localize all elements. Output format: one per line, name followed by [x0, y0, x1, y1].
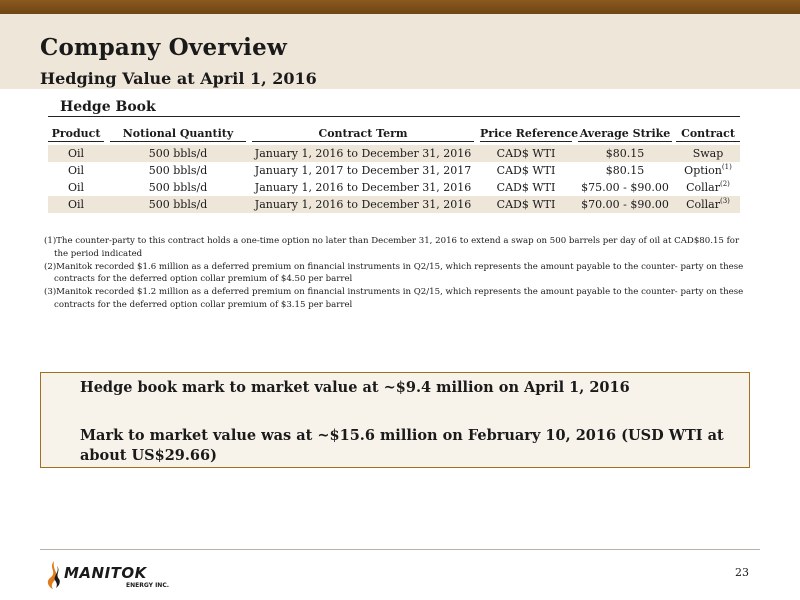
column-header-price-reference: Price Reference	[480, 127, 579, 140]
hedge-book-table	[48, 126, 740, 213]
cell-product: Oil	[67, 147, 85, 160]
cell-term: January 1, 2016 to December 31, 2016	[254, 181, 472, 194]
cell-contract	[676, 145, 740, 162]
contract-label: Collar	[686, 198, 720, 211]
footnote-marker: (3)	[719, 197, 730, 205]
page-number: 23	[735, 566, 749, 579]
title-band	[0, 14, 800, 89]
footnote-marker: (1)	[721, 163, 732, 171]
cell-contract	[676, 196, 740, 213]
cell-price-reference: CAD$ WTI	[496, 198, 556, 211]
cell-term: January 1, 2016 to December 31, 2016	[254, 147, 472, 160]
cell-product: Oil	[67, 198, 85, 211]
column-header-average-strike: Average Strike	[579, 127, 671, 140]
footnote-1: (1)The counter-party to this contract holds a one-time option no later than December 31, 2016 to extend a swap on 500 barrels per day of oil at CAD$80.15 for the period indicated	[44, 236, 740, 259]
column-header-contract: Contract	[676, 126, 740, 142]
contract-label: Swap	[692, 147, 724, 160]
cell-product: Oil	[67, 181, 85, 194]
cell-quantity: 500 bbls/d	[148, 181, 208, 194]
cell-average-strike: $80.15	[605, 147, 645, 160]
callout-line-current-value: Hedge book mark to market value at ~$9.4 million on April 1, 2016	[80, 379, 630, 396]
footnote-2: (2)Manitok recorded $1.6 million as a deferred premium on financial instruments in Q2/15, which represents the amount payable to the counter- party on these contracts for the deferred option collar premium of $4.50 per barrel	[44, 261, 744, 285]
cell-quantity: 500 bbls/d	[148, 198, 208, 211]
cell-term: January 1, 2016 to December 31, 2016	[254, 198, 472, 211]
logo-subtext: ENERGY INC.	[126, 582, 170, 589]
table-row	[48, 145, 740, 162]
table-row	[48, 196, 740, 213]
column-header-product: Product	[48, 126, 104, 142]
footnote-marker: (2)	[719, 180, 730, 188]
footnotes	[44, 235, 744, 312]
contract-label: Option	[684, 164, 722, 177]
cell-average-strike: $75.00 - $90.00	[581, 181, 669, 194]
footer-rule	[40, 549, 760, 550]
cell-price-reference: CAD$ WTI	[496, 164, 556, 177]
table-row	[48, 179, 740, 196]
cell-average-strike: $80.15	[605, 164, 645, 177]
flame-logo-icon	[44, 560, 64, 590]
contract-label: Collar	[686, 181, 720, 194]
cell-term: January 1, 2017 to December 31, 2017	[254, 164, 472, 177]
column-header-notional-quantity: Notional Quantity	[110, 126, 246, 142]
page-subtitle: Hedging Value at April 1, 2016	[40, 69, 317, 88]
manitok-logo	[44, 560, 204, 592]
table-header-row	[48, 126, 740, 145]
heading-rule	[48, 116, 740, 117]
footnote-3: (3)Manitok recorded $1.2 million as a deferred premium on financial instruments in Q2/15, which represents the amount payable to the counter- party on these contracts for the deferred option collar premium of $3.15 per barrel	[44, 287, 744, 310]
table-row	[48, 162, 740, 179]
hedge-book-heading: Hedge Book	[60, 99, 156, 115]
callout-line-february-value: Mark to market value was at ~$15.6 million on February 10, 2016 (USD WTI at about US$29.66)	[80, 427, 724, 464]
cell-price-reference: CAD$ WTI	[496, 181, 556, 194]
cell-average-strike: $70.00 - $90.00	[581, 198, 669, 211]
page-title: Company Overview	[40, 34, 287, 61]
cell-quantity: 500 bbls/d	[148, 147, 208, 160]
logo-wordmark: MANITOK	[64, 564, 147, 582]
top-accent-bar	[0, 0, 800, 14]
cell-quantity: 500 bbls/d	[148, 164, 208, 177]
mark-to-market-callout	[40, 372, 750, 468]
cell-contract	[676, 179, 740, 196]
cell-price-reference: CAD$ WTI	[496, 147, 556, 160]
column-header-contract-term: Contract Term	[252, 126, 474, 142]
cell-product: Oil	[67, 164, 85, 177]
cell-contract	[676, 162, 740, 179]
